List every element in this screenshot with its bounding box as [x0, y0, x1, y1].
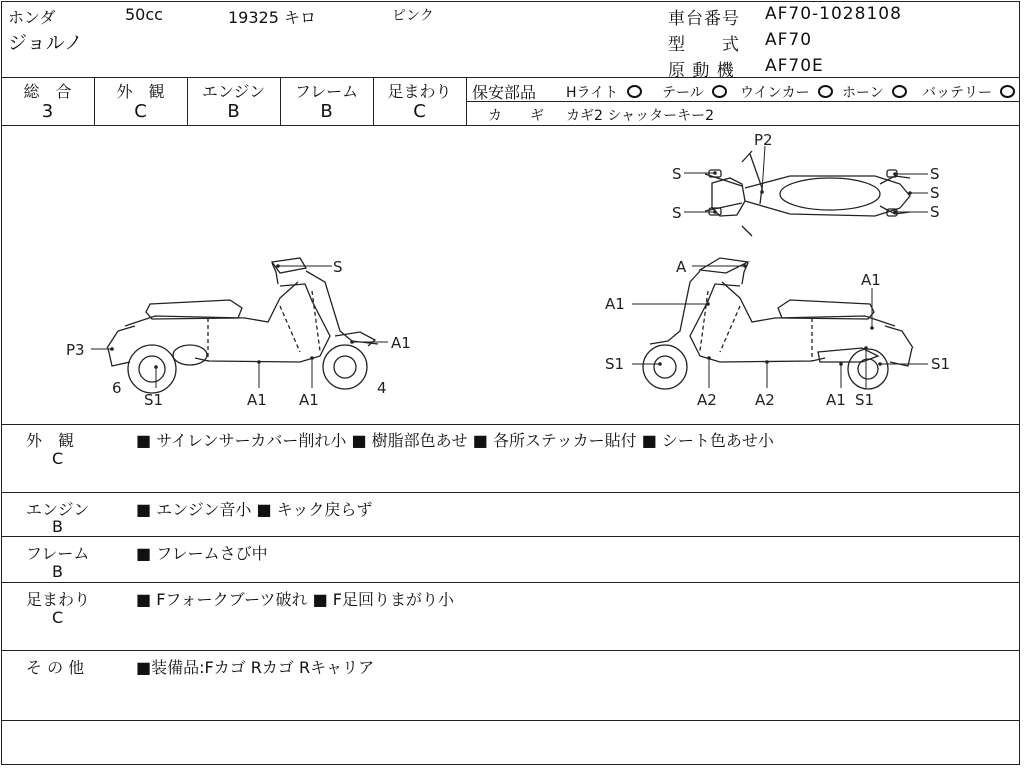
damage-label: 4	[377, 379, 387, 397]
safety-item-label: ウインカー	[740, 85, 810, 101]
safety-item-label: ホーン	[842, 85, 884, 101]
damage-label: A1	[605, 295, 625, 313]
circle-mark-icon	[627, 85, 642, 98]
section-label-suspension: 足まわり	[26, 590, 91, 609]
maker: ホンダ	[8, 8, 56, 27]
engine-label: 原 動 機	[668, 61, 735, 81]
color: ピンク	[392, 8, 434, 24]
top-view-scooter	[705, 151, 910, 236]
model-name: ジョルノ	[8, 32, 83, 54]
section-label-engine: エンジン	[26, 500, 90, 519]
damage-label: S	[930, 203, 940, 221]
damage-label: P3	[66, 341, 85, 359]
damage-label: A1	[861, 271, 881, 289]
total-label: 総 合	[23, 82, 72, 101]
safety-item-horn	[842, 82, 907, 102]
damage-label: P2	[754, 131, 773, 149]
damage-label: S	[930, 165, 940, 183]
safety-item-label: テール	[662, 85, 704, 101]
section-grade-exterior: C	[52, 449, 64, 468]
safety-item-label: Hライト	[566, 85, 619, 101]
safety-item-tail	[662, 82, 727, 102]
left-view-callouts	[66, 258, 411, 409]
total-grade: 3	[41, 101, 54, 122]
displacement: 50cc	[125, 5, 163, 24]
section-text-frame: ■ フレームさび中	[136, 544, 268, 563]
damage-label: 6	[112, 379, 122, 397]
divider	[466, 77, 467, 125]
divider	[1, 582, 1020, 583]
divider	[1, 720, 1020, 721]
damage-label: A2	[755, 391, 775, 409]
frame-no: AF70-1028108	[765, 4, 902, 24]
damage-label: A1	[391, 334, 411, 352]
section-text-exterior: ■ サイレンサーカバー削れ小 ■ 樹脂部色あせ ■ 各所ステッカー貼付 ■ シート色あせ小	[136, 431, 774, 450]
divider	[1, 424, 1020, 425]
section-label-exterior: 外 観	[26, 431, 75, 450]
damage-label: A1	[299, 391, 319, 409]
damage-label: S1	[605, 355, 625, 373]
divider	[1, 77, 1020, 78]
divider	[1, 650, 1020, 651]
scooter-damage-diagram	[0, 126, 1024, 424]
circle-mark-icon	[712, 85, 727, 98]
section-text-suspension: ■ Fフォークブーツ破れ ■ F足回りまがり小	[136, 590, 454, 609]
key-value: カギ2 シャッターキー2	[566, 108, 714, 124]
engine-value: AF70E	[765, 56, 824, 76]
circle-mark-icon	[892, 85, 907, 98]
safety-item-winker	[740, 82, 833, 102]
safety-item-label: バッテリー	[922, 85, 992, 101]
engine-grade: B	[227, 101, 240, 122]
right-view-callouts	[605, 258, 950, 409]
safety-item-headlight	[566, 82, 642, 102]
damage-label: S1	[931, 355, 951, 373]
section-grade-engine: B	[52, 517, 63, 536]
section-label-other: そ の 他	[26, 658, 85, 677]
safety-item-battery	[922, 82, 1015, 102]
left-view-scooter	[107, 258, 378, 393]
exterior-label: 外 観	[116, 82, 165, 101]
exterior-grade: C	[134, 101, 147, 122]
circle-mark-icon	[818, 85, 833, 98]
type-value: AF70	[765, 30, 813, 50]
engine-grade-label: エンジン	[201, 82, 266, 101]
section-text-other: ■装備品:Fカゴ Rカゴ Rキャリア	[136, 658, 375, 677]
frame-grade-label: フレーム	[294, 82, 359, 101]
damage-label: A1	[826, 391, 846, 409]
divider	[1, 492, 1020, 493]
damage-label: A1	[247, 391, 267, 409]
damage-label: S1	[855, 391, 875, 409]
frame-grade: B	[320, 101, 333, 122]
circle-mark-icon	[1000, 85, 1015, 98]
suspension-grade-label: 足まわり	[387, 82, 452, 101]
section-text-engine: ■ エンジン音小 ■ キック戻らず	[136, 500, 373, 519]
damage-label: S1	[144, 391, 164, 409]
damage-label: A	[676, 258, 687, 276]
damage-label: S	[930, 184, 940, 202]
damage-label: S	[672, 204, 682, 222]
mileage: 19325 キロ	[228, 8, 316, 27]
suspension-grade: C	[413, 101, 426, 122]
safety-label: 保安部品	[472, 83, 537, 102]
type-label: 型 式	[668, 35, 740, 55]
damage-label: S	[333, 258, 343, 276]
section-grade-suspension: C	[52, 608, 64, 627]
damage-label: S	[672, 165, 682, 183]
damage-label: A2	[697, 391, 717, 409]
section-label-frame: フレーム	[26, 544, 90, 563]
key-label: カ ギ	[488, 108, 544, 124]
divider	[1, 536, 1020, 537]
frame-no-label: 車台番号	[668, 9, 740, 29]
section-grade-frame: B	[52, 562, 63, 581]
